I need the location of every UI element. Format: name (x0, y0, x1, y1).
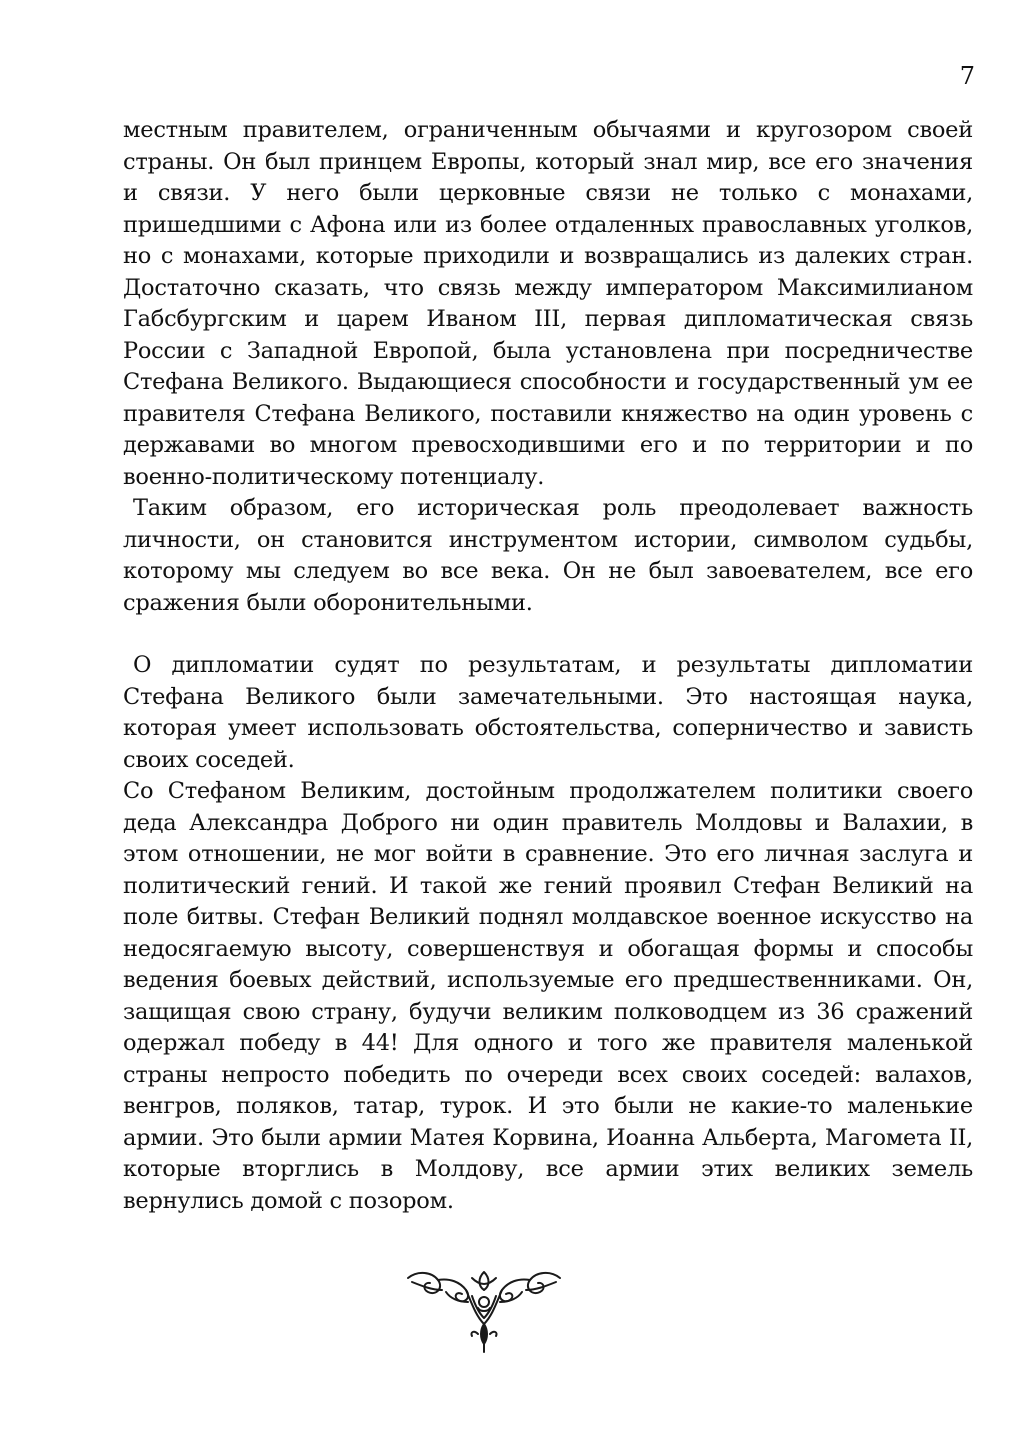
page-number: 7 (959, 62, 975, 90)
paragraph: О дипломатии судят по результатам, и результаты дипломатии Стефана Великого были замечательными. Это настоящая наука, которая умеет использовать обстоятельства, соперничество и зависть своих соседей. (123, 652, 973, 773)
paragraph: Таким образом, его историческая роль преодолевает важность личности, он становится инструментом истории, символом судьбы, которому мы следуем во все века. Он не был завоевателем, все его сражения были оборонительными. (123, 495, 973, 616)
paragraph: Со Стефаном Великим, достойным продолжателем политики своего деда Александра Доброго ни один правитель Молдовы и Валахии, в этом отношении, не мог войти в сравнение. Это его личная заслуга и политический гений. И такой же гений проявил Стефан Великий на поле битвы. Стефан Великий поднял молдавское военное искусство на недосягаемую высоту, совершенствуя и обогащая формы и способы ведения боевых действий, используемые его предшественниками. Он, защищая свою страну, будучи великим полководцем из 36 сражений одержал победу в 44! Для одного и того же правителя маленькой страны непросто победить по очереди всех своих соседей: валахов, венгров, поляков, татар, турок. И это были не какие-то маленькие армии. Это были армии Матея Корвина, Иоанна Альберта, Магомета II, которые вторглись в Молдову, все армии этих великих земель вернулись домой с позором. (123, 778, 973, 1214)
text-section-1 (123, 115, 973, 619)
text-section-2 (123, 650, 973, 1217)
paragraph: местным правителем, ограниченным обычаями и кругозором своей страны. Он был принцем Европы, который знал мир, все его значения и связи. У него были церковные связи не только с монахами, пришедшими с Афона или из более отдаленных православных уголков, но с монахами, которые приходили и возвращались из далеких стран. Достаточно сказать, что связь между императором Максимилианом Габсбургским и царем Иваном III, первая дипломатическая связь России с Западной Европой, была установлена при посредничестве Стефана Великого. Выдающиеся способности и государственный ум ее правителя Стефана Великого, поставили княжество на один уровень с державами во многом превосходившими его и по территории и по военно-политическому потенциалу. (123, 117, 973, 490)
baroque-scroll-ornament-icon (402, 1268, 566, 1354)
